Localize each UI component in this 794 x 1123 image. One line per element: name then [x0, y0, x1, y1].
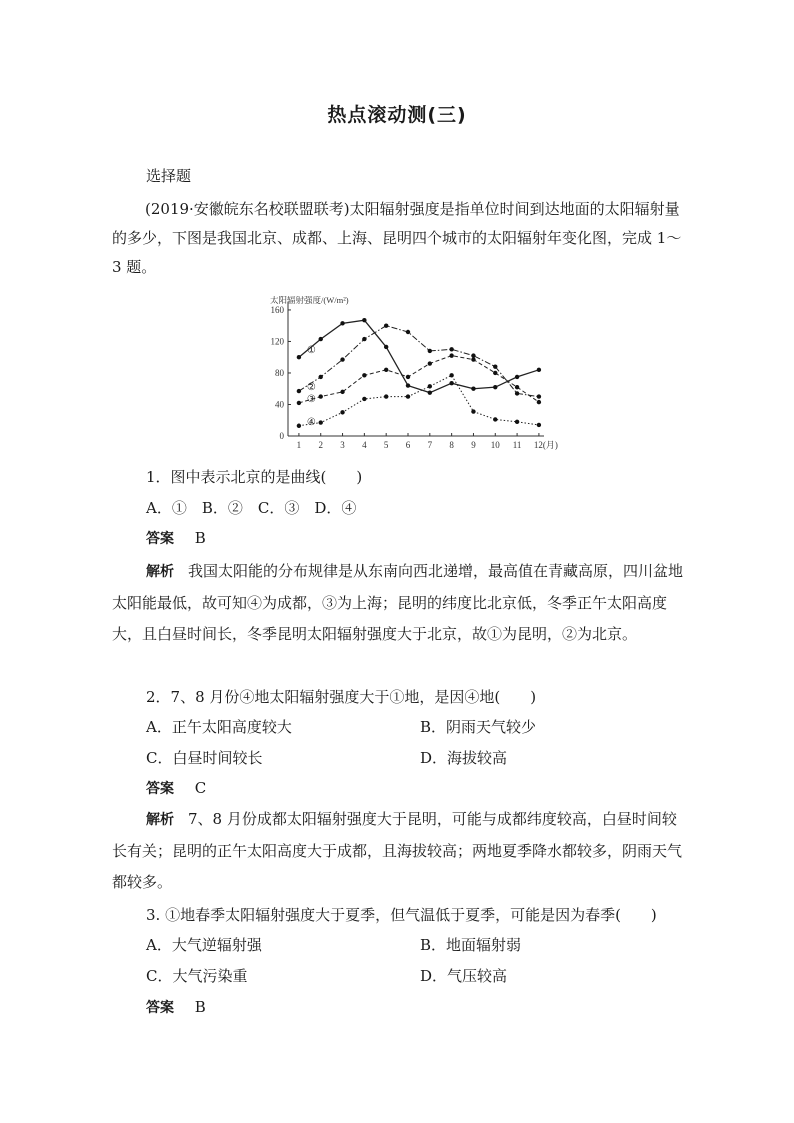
data-point — [515, 385, 519, 389]
data-point — [340, 390, 344, 394]
data-point — [340, 410, 344, 414]
data-point — [406, 394, 410, 398]
data-point — [319, 375, 323, 379]
q1-stem: 1．图中表示北京的是曲线( ) — [146, 468, 363, 486]
series-label: ④ — [306, 416, 316, 428]
q1-answer: B — [194, 529, 206, 547]
x-tick-label: 6 — [405, 440, 411, 450]
data-point — [471, 353, 475, 357]
q3-option-a: A．大气逆辐射强 — [146, 936, 262, 954]
chart-svg — [262, 296, 562, 456]
data-point — [537, 400, 541, 404]
q1-answer-label: 答案 — [146, 531, 174, 547]
section-heading: 选择题 — [146, 167, 192, 185]
solar-radiation-chart — [262, 296, 562, 456]
data-point — [428, 349, 432, 353]
q1-analysis-text: 我国太阳能的分布规律是从东南向西北递增，最高值在青藏高原，四川盆地太阳能最低，故可知④为成都，③为上海；昆明的纬度比北京低，冬季正午太阳高度大，且白昼时间长，冬季昆明太阳辐射强度大于北京，故①为昆明，②为北京。 — [112, 562, 684, 643]
x-tick-label: 3 — [340, 440, 345, 450]
y-tick-label: 40 — [275, 399, 284, 410]
x-tick-label: 2 — [318, 440, 323, 450]
data-point — [406, 383, 410, 387]
data-point — [515, 375, 519, 379]
x-tick-label: 5 — [383, 440, 389, 450]
data-point — [297, 355, 301, 359]
data-point — [537, 423, 541, 427]
data-point — [428, 361, 432, 365]
data-point — [515, 420, 519, 424]
series-label: ① — [306, 345, 316, 357]
data-point — [297, 401, 301, 405]
x-tick-label: 4 — [362, 440, 367, 450]
x-tick-label: 1 — [296, 440, 302, 450]
series-line-1 — [299, 320, 539, 392]
data-point — [384, 323, 388, 327]
q2-option-d: D．海拔较高 — [420, 749, 508, 767]
data-point — [537, 394, 541, 398]
data-point — [406, 375, 410, 379]
page-title: 热点滚动测(三) — [327, 104, 467, 126]
data-point — [428, 384, 432, 388]
data-point — [362, 373, 366, 377]
data-point — [297, 389, 301, 393]
data-point — [471, 357, 475, 361]
data-point — [384, 345, 388, 349]
intro-paragraph: (2019·安徽皖东名校联盟联考)太阳辐射强度是指单位时间到达地面的太阳辐射量的多少，下图是我国北京、成都、上海、昆明四个城市的太阳辐射年变化图，完成 1～3 题。 — [112, 200, 682, 276]
data-point — [493, 364, 497, 368]
q3-option-d: D．气压较高 — [420, 967, 508, 985]
data-point — [362, 397, 366, 401]
x-tick-label: 12(月) — [533, 440, 558, 450]
data-point — [471, 387, 475, 391]
q2-option-c: C．白昼时间较长 — [146, 749, 263, 767]
y-axis-label: 太阳辐射强度/(W/m²) — [270, 296, 349, 305]
series-label: ② — [306, 382, 316, 394]
q1-answer-row — [146, 528, 206, 548]
q1-analysis — [112, 556, 684, 650]
q3-answer-label: 答案 — [146, 1000, 174, 1016]
data-point — [362, 318, 366, 322]
data-point — [493, 371, 497, 375]
x-tick-label: 10 — [490, 440, 500, 450]
q2-analysis-label: 解析 — [146, 812, 174, 828]
y-tick-label: 120 — [270, 336, 284, 347]
data-point — [449, 347, 453, 351]
data-point — [384, 368, 388, 372]
q3-option-c: C．大气污染重 — [146, 967, 248, 985]
q2-option-a: A．正午太阳高度较大 — [146, 718, 292, 736]
x-tick-label: 9 — [471, 440, 476, 450]
q1-options: A．① B．② C．③ D．④ — [146, 499, 357, 517]
q2-option-b: B．阴雨天气较少 — [420, 718, 537, 736]
data-point — [319, 394, 323, 398]
x-tick-label: 11 — [512, 440, 522, 450]
data-point — [340, 321, 344, 325]
x-tick-label: 8 — [449, 440, 454, 450]
q2-analysis — [112, 804, 684, 898]
data-point — [340, 357, 344, 361]
series-line-3 — [299, 356, 539, 403]
y-tick-label: 0 — [279, 431, 284, 441]
data-point — [449, 381, 453, 385]
q3-option-b: B．地面辐射弱 — [420, 936, 522, 954]
q2-answer-row — [146, 778, 206, 798]
data-point — [384, 394, 388, 398]
q3-answer-row — [146, 997, 206, 1017]
q2-analysis-text: 7、8 月份成都太阳辐射强度大于昆明，可能与成都纬度较高，白昼时间较长有关；昆明的正午太阳高度大于成都，且海拔较高；两地夏季降水都较多，阴雨天气都较多。 — [112, 810, 683, 891]
q2-answer: C — [194, 779, 207, 797]
y-tick-label: 80 — [275, 367, 284, 378]
x-tick-label: 7 — [427, 440, 433, 450]
data-point — [449, 353, 453, 357]
data-point — [428, 390, 432, 394]
data-point — [406, 330, 410, 334]
data-point — [493, 417, 497, 421]
q3-stem: 3. ①地春季太阳辐射强度大于夏季，但气温低于夏季，可能是因为春季( ) — [146, 906, 657, 924]
q3-answer: B — [194, 998, 206, 1016]
data-point — [297, 424, 301, 428]
data-point — [471, 409, 475, 413]
data-point — [319, 420, 323, 424]
data-point — [493, 385, 497, 389]
series-label: ③ — [306, 393, 316, 405]
q2-answer-label: 答案 — [146, 781, 174, 797]
y-tick-label: 160 — [270, 304, 284, 315]
q2-stem: 2．7、8 月份④地太阳辐射强度大于①地，是因④地( ) — [146, 688, 537, 706]
data-point — [362, 337, 366, 341]
data-point — [537, 368, 541, 372]
data-point — [515, 391, 519, 395]
series-line-2 — [299, 326, 539, 397]
q1-analysis-label: 解析 — [146, 564, 174, 580]
data-point — [449, 373, 453, 377]
data-point — [319, 337, 323, 341]
